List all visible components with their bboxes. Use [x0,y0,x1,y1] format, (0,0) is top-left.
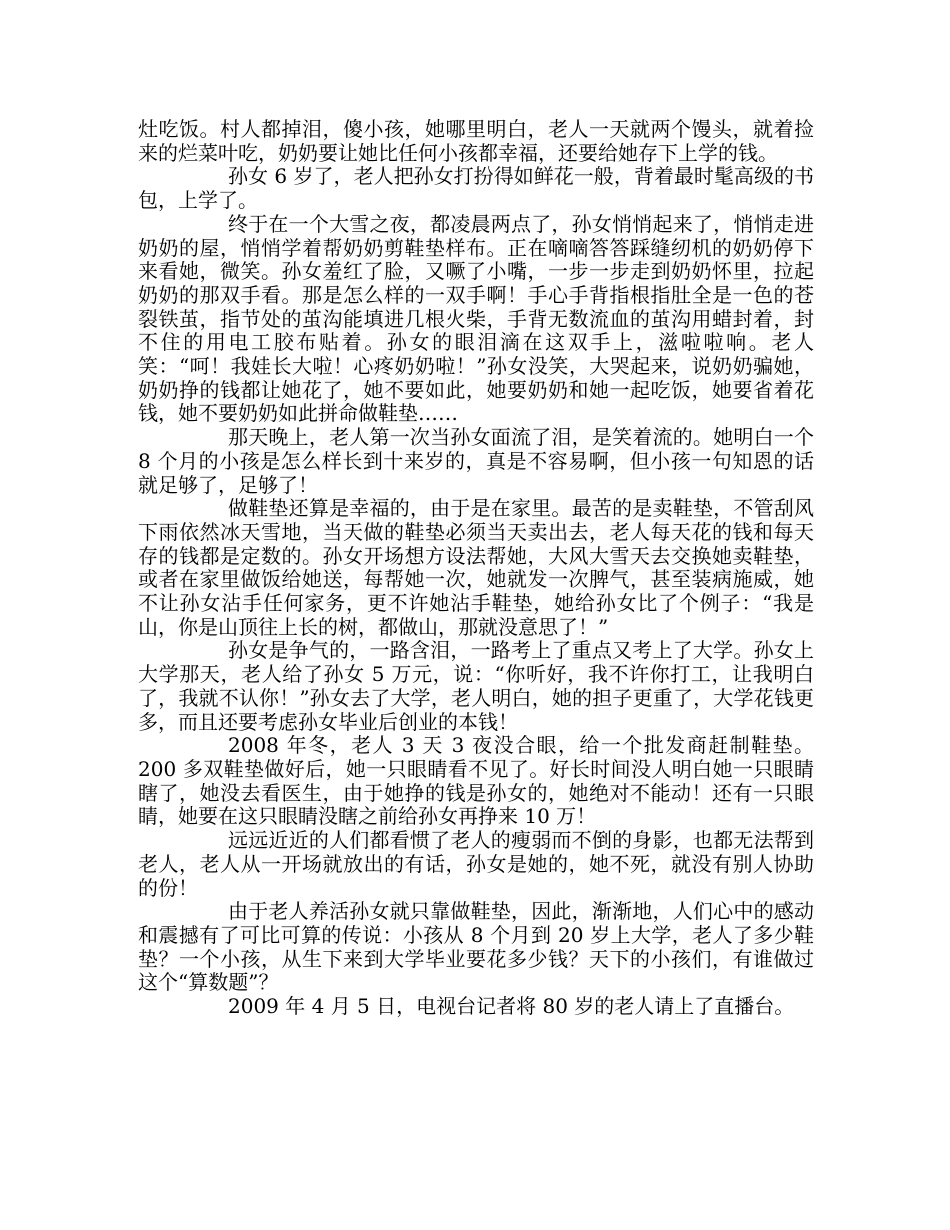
paragraph-10: 2009 年 4 月 5 日，电视台记者将 80 岁的老人请上了直播台。 [228,994,795,1019]
document-page [138,118,814,1019]
paragraph-1: 灶吃饭。村人都掉泪，傻小孩，她哪里明白，老人一天就两个馒头，就着捡来的烂菜叶吃，奶奶要让她比任何小孩都幸福，还要给她存下上学的钱。 [138,117,814,165]
paragraph-5: 做鞋垫还算是幸福的，由于是在家里。最苦的是卖鞋垫，不管刮风下雨依然冰天雪地，当天做的鞋垫必须当天卖出去，老人每天花的钱和每天存的钱都是定数的。孙女开场想方设法帮她，大风大雪天去交换她卖鞋垫，或者在家里做饭给她送，每帮她一次，她就发一次脾气，甚至装病施威，她不让孙女沾手任何家务，更不许她沾手鞋垫，她给孙女比了个例子：“我是山，你是山顶往上长的树，都做山，那就没意思了！” [138,496,814,639]
paragraph-9: 由于老人养活孙女就只靠做鞋垫，因此，渐渐地，人们心中的感动和震撼有了可比可算的传说：小孩从 8 个月到 20 岁上大学，老人了多少鞋垫？一个小孩，从生下来到大学毕业要花多少钱？天下的小孩们，有谁做过这个“算数题”？ [138,899,814,995]
paragraph-3: 终于在一个大雪之夜，都凌晨两点了，孙女悄悄起来了，悄悄走进奶奶的屋，悄悄学着帮奶奶剪鞋垫样布。正在嘀嘀答答踩缝纫机的奶奶停下来看她，微笑。孙女羞红了脸，又噘了小嘴，一步一步走到奶奶怀里，拉起奶奶的那双手看。那是怎么样的一双手啊！手心手背指根指肚全是一色的苍裂铁茧，指节处的茧沟能填进几根火柴，手背无数流血的茧沟用蜡封着，封不住的用电工胶布贴着。孙女的眼泪滴在这双手上，滋啦啦响。老人笑：“呵！我娃长大啦！心疼奶奶啦！”孙女没笑，大哭起来，说奶奶骗她，奶奶挣的钱都让她花了，她不要如此，她要奶奶和她一起吃饭，她要省着花钱，她不要奶奶如此拼命做鞋垫…… [138,211,814,426]
paragraph-8: 远远近近的人们都看惯了老人的瘦弱而不倒的身影，也都无法帮到老人，老人从一开场就放出的有话，孙女是她的，她不死，就没有别人协助的份！ [138,828,814,900]
paragraph-7: 2008 年冬，老人 3 天 3 夜没合眼，给一个批发商赶制鞋垫。200 多双鞋垫做好后，她一只眼睛看不见了。好长时间没人明白她一只眼睛瞎了，她没去看医生，由于她挣的钱是孙女的，她绝对不能动！还有一只眼睛，她要在这只眼睛没瞎之前给孙女再挣来 10 万！ [138,733,814,829]
paragraph-2: 孙女 6 岁了，老人把孙女打扮得如鲜花一般，背着最时髦高级的书包，上学了。 [138,164,814,213]
paragraph-4: 那天晚上，老人第一次当孙女面流了泪，是笑着流的。她明白一个 8 个月的小孩是怎么样长到十来岁的，真是不容易啊，但小孩一句知恩的话就足够了，足够了！ [138,425,814,497]
paragraph-6: 孙女是争气的，一路含泪，一路考上了重点又考上了大学。孙女上大学那天，老人给了孙女 5 万元，说：“你听好，我不许你打工，让我明白了，我就不认你！”孙女去了大学，老人明白，她的担子更重了，大学花钱更多，而且还要考虑孙女毕业后创业的本钱！ [138,638,814,734]
